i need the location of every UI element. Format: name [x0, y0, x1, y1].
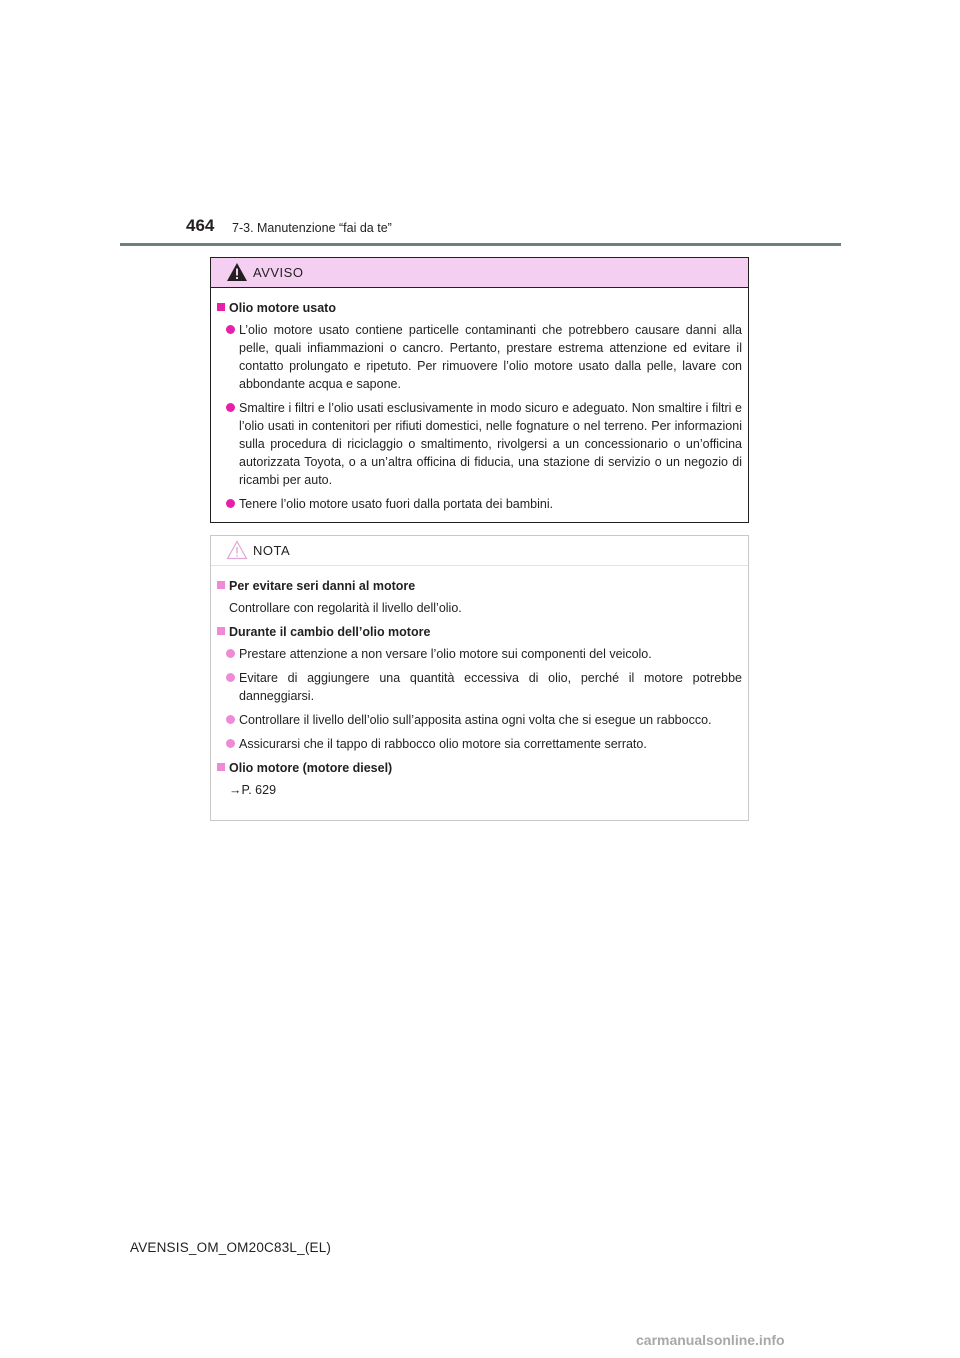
warning-bullet — [217, 495, 742, 513]
round-bullet-icon — [226, 673, 235, 682]
warning-box-header — [211, 258, 748, 288]
notice-bullet-text: Assicurarsi che il tappo di rabbocco olio motore sia correttamente serrato. — [239, 737, 647, 751]
warning-bullet — [217, 321, 742, 393]
page-reference-link[interactable]: →P. 629 — [229, 783, 277, 797]
warning-box — [210, 257, 749, 523]
square-bullet-icon — [217, 627, 225, 635]
warning-triangle-icon — [226, 262, 248, 282]
notice-bullet — [217, 645, 742, 663]
warning-bullet-text: Tenere l’olio motore usato fuori dalla portata dei bambini. — [239, 497, 554, 511]
round-bullet-icon — [226, 649, 235, 658]
warning-heading-text: Olio motore usato — [229, 301, 336, 315]
warning-title: AVVISO — [253, 265, 304, 280]
notice-heading-oil-change — [217, 623, 742, 641]
notice-box-header — [211, 536, 748, 566]
notice-heading-text: Durante il cambio dell’olio motore — [229, 625, 431, 639]
notice-bullet — [217, 711, 742, 729]
round-bullet-icon — [226, 739, 235, 748]
notice-heading-engine-damage — [217, 577, 742, 595]
notice-title: NOTA — [253, 543, 291, 558]
manual-code: AVENSIS_OM_OM20C83L_(EL) — [130, 1240, 332, 1255]
notice-bullet — [217, 669, 742, 705]
section-title: 7-3. Manutenzione “fai da te” — [232, 221, 392, 235]
warning-bullet-text: Smaltire i filtri e l’olio usati esclusivamente in modo sicuro e adeguato. Non smaltire i filtri e l’olio usati in contenitori per rifiuti domestici, nelle fognature o nel terreno. Per informazioni sulla procedura di riciclaggio o smaltimento, rivolgersi a un concessionario o un’officina autorizzata Toyota, o a un’altra officina di fiducia, una stazione di servizio o un negozio di ricambi per auto. — [239, 401, 742, 487]
notice-heading-diesel-oil — [217, 759, 742, 777]
square-bullet-icon — [217, 303, 225, 311]
warning-body — [211, 288, 748, 513]
round-bullet-icon — [226, 403, 235, 412]
watermark: carmanualsonline.info — [636, 1332, 785, 1348]
notice-body — [211, 566, 748, 799]
round-bullet-icon — [226, 715, 235, 724]
warning-bullet — [217, 399, 742, 489]
caution-triangle-icon — [226, 540, 248, 560]
warning-heading — [217, 299, 742, 317]
notice-box — [210, 535, 749, 821]
square-bullet-icon — [217, 763, 225, 771]
page-number: 464 — [186, 216, 215, 235]
notice-bullet-text: Prestare attenzione a non versare l’olio motore sui componenti del veicolo. — [239, 647, 652, 661]
notice-text: Controllare con regolarità il livello dell’olio. — [229, 601, 462, 615]
round-bullet-icon — [226, 499, 235, 508]
notice-bullet — [217, 735, 742, 753]
notice-heading-text: Olio motore (motore diesel) — [229, 761, 393, 775]
header-rule — [120, 243, 841, 246]
notice-bullet-text: Evitare di aggiungere una quantità eccessiva di olio, perché il motore potrebbe danneggiarsi. — [239, 671, 742, 703]
round-bullet-icon — [226, 325, 235, 334]
notice-bullet-text: Controllare il livello dell’olio sull’apposita astina ogni volta che si esegue un rabbocco. — [239, 713, 712, 727]
square-bullet-icon — [217, 581, 225, 589]
warning-bullet-text: L’olio motore usato contiene particelle contaminanti che potrebbero causare danni alla pelle, quali infiammazioni o cancro. Pertanto, prestare estrema attenzione ed evitare il contatto prolungato e ripetuto. Per rimuovere l’olio motore usato dalla pelle, lavare con abbondante acqua e sapone. — [239, 323, 742, 391]
notice-heading-text: Per evitare seri danni al motore — [229, 579, 416, 593]
